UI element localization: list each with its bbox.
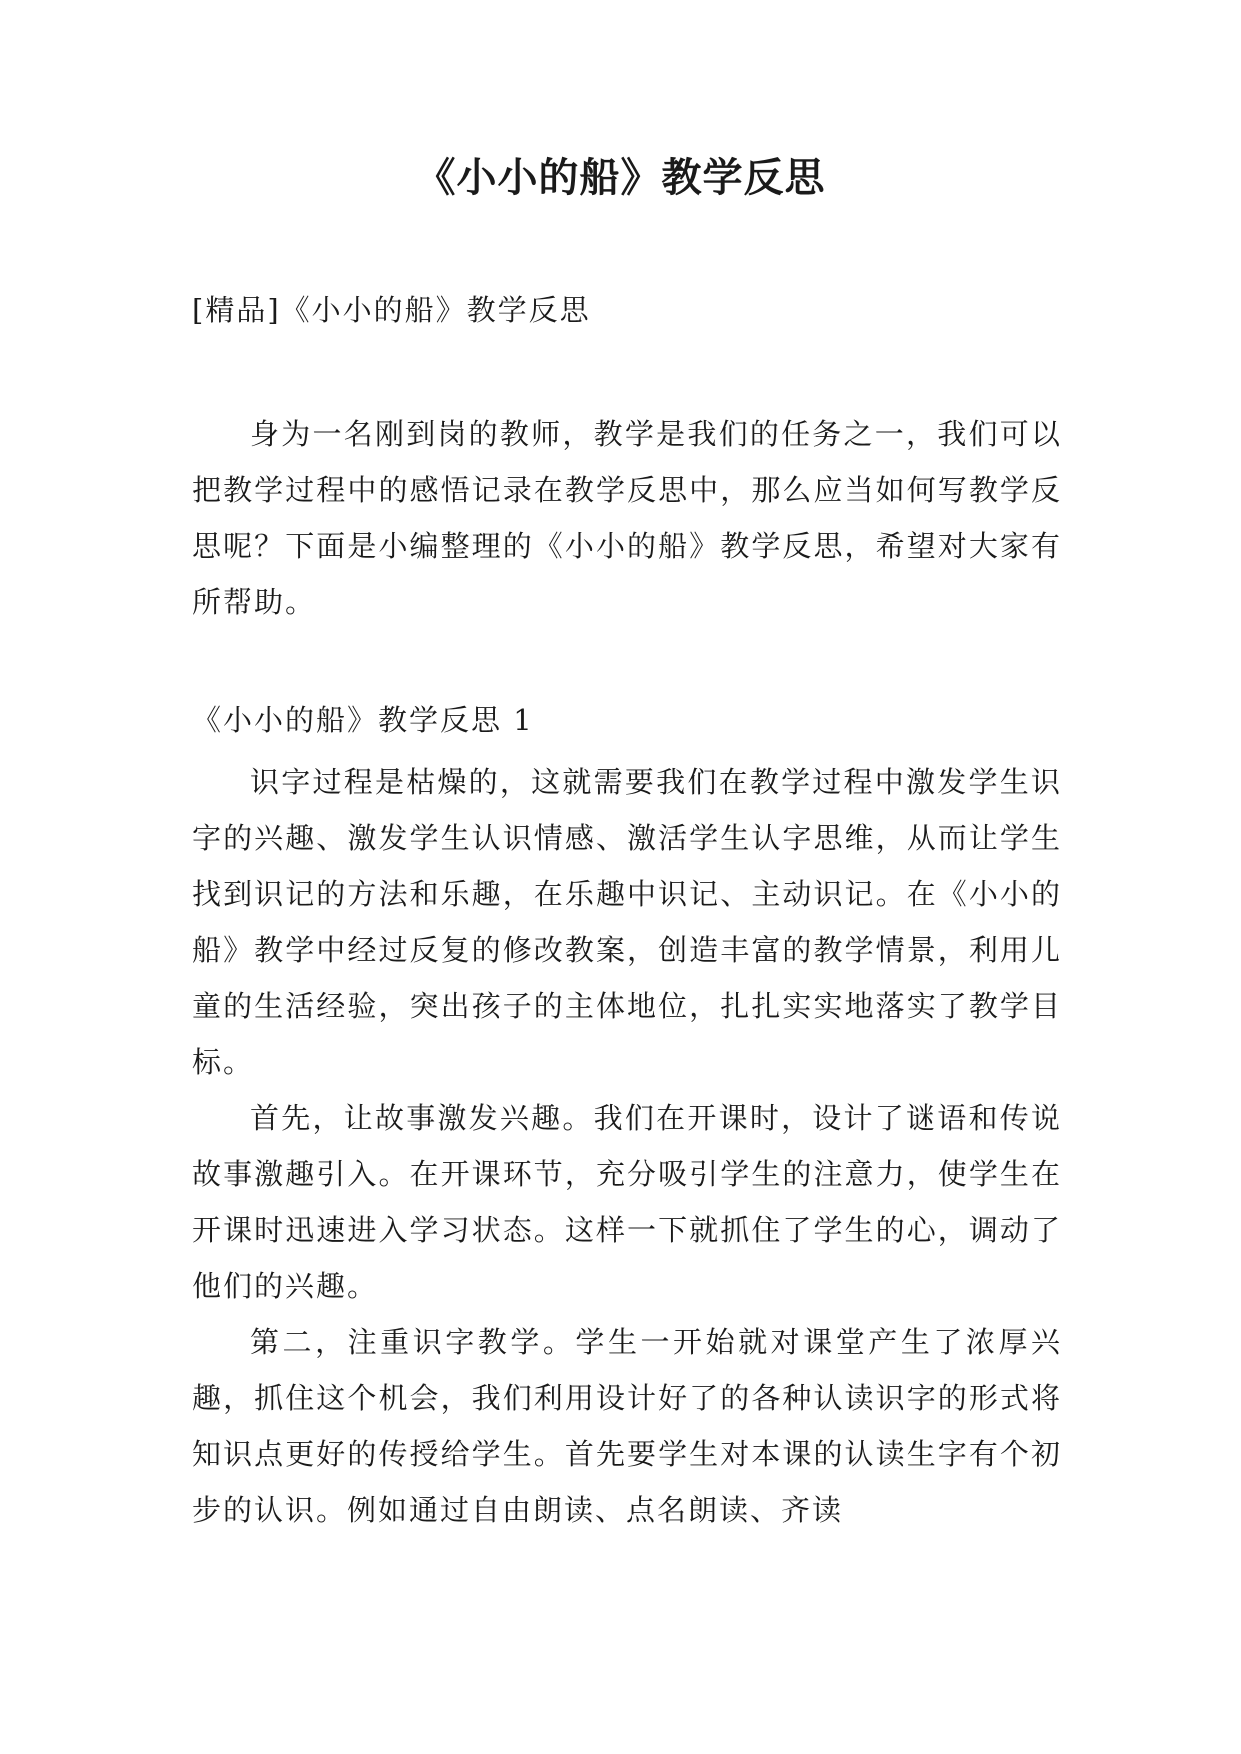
intro-block <box>192 406 1062 630</box>
body-paragraph: 首先，让故事激发兴趣。我们在开课时，设计了谜语和传说故事激趣引入。在开课环节，充分吸引学生的注意力，使学生在开课时迅速进入学习状态。这样一下就抓住了学生的心，调动了他们的兴趣。 <box>192 1101 1062 1303</box>
section-heading: 《小小的船》教学反思 1 <box>192 703 534 737</box>
document-subtitle: [精品]《小小的船》教学反思 <box>192 293 591 327</box>
document-title: 《小小的船》教学反思 <box>415 155 826 201</box>
section-body <box>192 754 1062 1538</box>
body-paragraph: 第二，注重识字教学。学生一开始就对课堂产生了浓厚兴趣，抓住这个机会，我们利用设计好了的各种认读识字的形式将知识点更好的传授给学生。首先要学生对本课的认读生字有个初步的认识。例如通过自由朗读、点名朗读、齐读 <box>192 1325 1062 1527</box>
body-paragraph: 识字过程是枯燥的，这就需要我们在教学过程中激发学生识字的兴趣、激发学生认识情感、激活学生认字思维，从而让学生找到识记的方法和乐趣，在乐趣中识记、主动识记。在《小小的船》教学中经过反复的修改教案，创造丰富的教学情景，利用儿童的生活经验，突出孩子的主体地位，扎扎实实地落实了教学目标。 <box>192 765 1062 1079</box>
intro-paragraph: 身为一名刚到岗的教师，教学是我们的任务之一，我们可以把教学过程中的感悟记录在教学反思中，那么应当如何写教学反思呢？下面是小编整理的《小小的船》教学反思，希望对大家有所帮助。 <box>192 417 1062 619</box>
